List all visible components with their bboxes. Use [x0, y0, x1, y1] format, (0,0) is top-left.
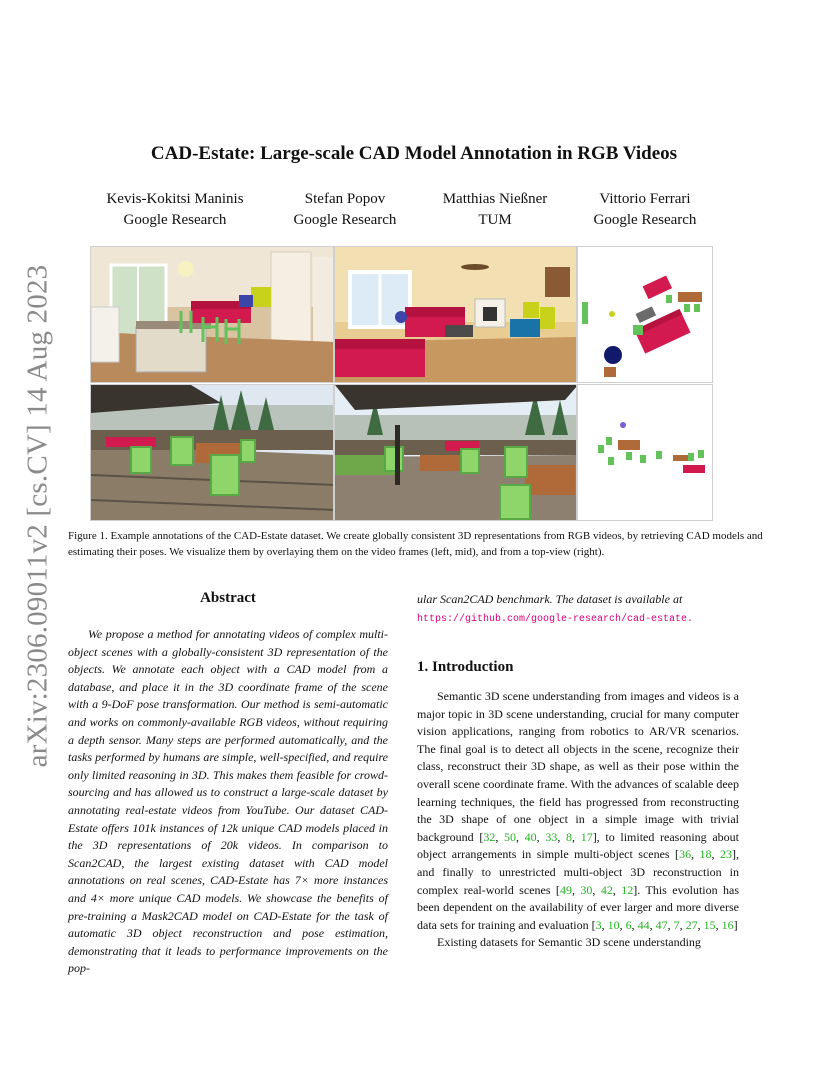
citation-link[interactable]: 36 [679, 847, 692, 862]
author-affiliation: Google Research [593, 212, 697, 228]
author-block [280, 189, 410, 231]
citation-link[interactable]: 44 [637, 917, 650, 932]
figure-panel-outdoor-gazebo [334, 384, 577, 521]
citation-link[interactable]: 40 [524, 829, 537, 844]
citation-link[interactable]: 23 [720, 847, 732, 862]
author-name: Kevis-Kokitsi Maninis [106, 191, 244, 207]
introduction-paragraph: Semantic 3D scene understanding from images and videos is a major topic in 3D scene understanding, crucial for many computer vision applications, ranging from robotics to AR/VR scenarios. The final goal is to detect all objects in the scene, recognize their class, reconstruct their 3D shape, as well as their pose within the overall scene coordinate frame. With the advances of scalable deep learning techniques, the field has progressed from reconstructing the 3D shape of one object in a simple image with trivial background [32, 50, 40, 33, 8, 17], to limited reasoning about object arrangements in simple multi-object scenes [36, 18, 23], and finally to unrestricted multi-object 3D reconstruction in complex real-world scenes [49, 30, 42, 12]. This evolution has been dependent on the availability of ever larger and more diverse data sets for training and evaluation [3, 10, 6, 44, 47, 7, 27, 15, 16] [417, 689, 740, 932]
citation-link[interactable]: 3 [595, 917, 602, 932]
citation-link[interactable]: 32 [483, 829, 496, 844]
abstract-heading: Abstract [200, 590, 256, 606]
arxiv-identifier: arXiv:2306.09011v2 [cs.CV] 14 Aug 2023 [21, 264, 54, 768]
citation-link[interactable]: 30 [580, 882, 593, 897]
citation-link[interactable]: 7 [673, 917, 680, 932]
author-affiliation: Google Research [293, 212, 397, 228]
author-block [90, 189, 260, 231]
citation-link[interactable]: 49 [559, 882, 572, 897]
citation-link[interactable]: 12 [621, 882, 634, 897]
abstract-continuation [417, 591, 739, 628]
figure-1 [90, 246, 713, 521]
citation-link[interactable]: 16 [721, 917, 734, 932]
citation-link[interactable]: 6 [625, 917, 632, 932]
abstract-continuation-text: ular Scan2CAD benchmark. The dataset is available at [417, 592, 683, 606]
author-name: Matthias Nießner [442, 191, 548, 207]
arxiv-stamp [23, 266, 53, 766]
figure-panel-indoor-kitchen [90, 246, 334, 383]
citation-link[interactable]: 50 [504, 829, 516, 844]
citation-link[interactable]: 8 [566, 829, 573, 844]
introduction-paragraph: Existing datasets for Semantic 3D scene understanding [437, 935, 701, 950]
citation-link[interactable]: 18 [699, 847, 712, 862]
figure-panel-top-view-indoor [577, 246, 713, 383]
abstract-body [68, 626, 388, 978]
author-name: Vittorio Ferrari [599, 191, 691, 207]
citation-link[interactable]: 33 [545, 829, 558, 844]
author-name: Stefan Popov [304, 191, 386, 207]
citation-link[interactable]: 47 [655, 917, 668, 932]
citation-link[interactable]: 15 [703, 917, 716, 932]
figure-panel-indoor-living-room [334, 246, 577, 383]
dataset-url-link[interactable]: https://github.com/google-research/cad-estate. [417, 613, 694, 625]
author-block [430, 189, 560, 231]
author-affiliation: TUM [478, 212, 512, 228]
citation-link[interactable]: 27 [685, 917, 698, 932]
introduction-body [417, 688, 739, 952]
author-block [580, 189, 710, 231]
paper-title: CAD-Estate: Large-scale CAD Model Annotation in RGB Videos [150, 143, 678, 164]
citation-link[interactable]: 17 [580, 829, 593, 844]
figure-panel-top-view-outdoor [577, 384, 713, 521]
section-heading-introduction: 1. Introduction [417, 659, 514, 675]
figure-caption: Figure 1. Example annotations of the CAD-Estate dataset. We create globally consistent 3D representations from RGB videos, by retrieving CAD models and estimating their poses. We visualize them by overlaying them on the video frames (left, mid), and from a top-view (right). [68, 530, 763, 558]
citation-link[interactable]: 10 [607, 917, 620, 932]
figure-panel-outdoor-deck [90, 384, 334, 521]
author-affiliation: Google Research [123, 212, 227, 228]
abstract-text: We propose a method for annotating videos of complex multi-object scenes with a globally-consistent 3D representation of the objects. We annotate each object with a CAD model from a database, and place it in the 3D coordinate frame of the scene with a 9-DoF pose transformation. Our method is semi-automatic and works on commonly-available RGB videos, without requiring a depth sensor. Many steps are performed automatically, and the tasks performed by humans are simple, well-specified, and require only limited reasoning in 3D. This makes them feasible for crowd-sourcing and has allowed us to construct a large-scale dataset by annotating real-estate videos from YouTube. Our dataset CAD-Estate offers 101k instances of 12k unique CAD models placed in the 3D representations of 20k videos. In comparison to Scan2CAD, the largest existing dataset with CAD model annotations on real scenes, CAD-Estate has 7× more instances and 4× more unique CAD models. We showcase the benefits of pre-training a Mask2CAD model on CAD-Estate for the task of automatic 3D object reconstruction and pose estimation, demonstrating that it leads to performance improvements on the pop- [68, 627, 388, 976]
citation-link[interactable]: 42 [600, 882, 613, 897]
